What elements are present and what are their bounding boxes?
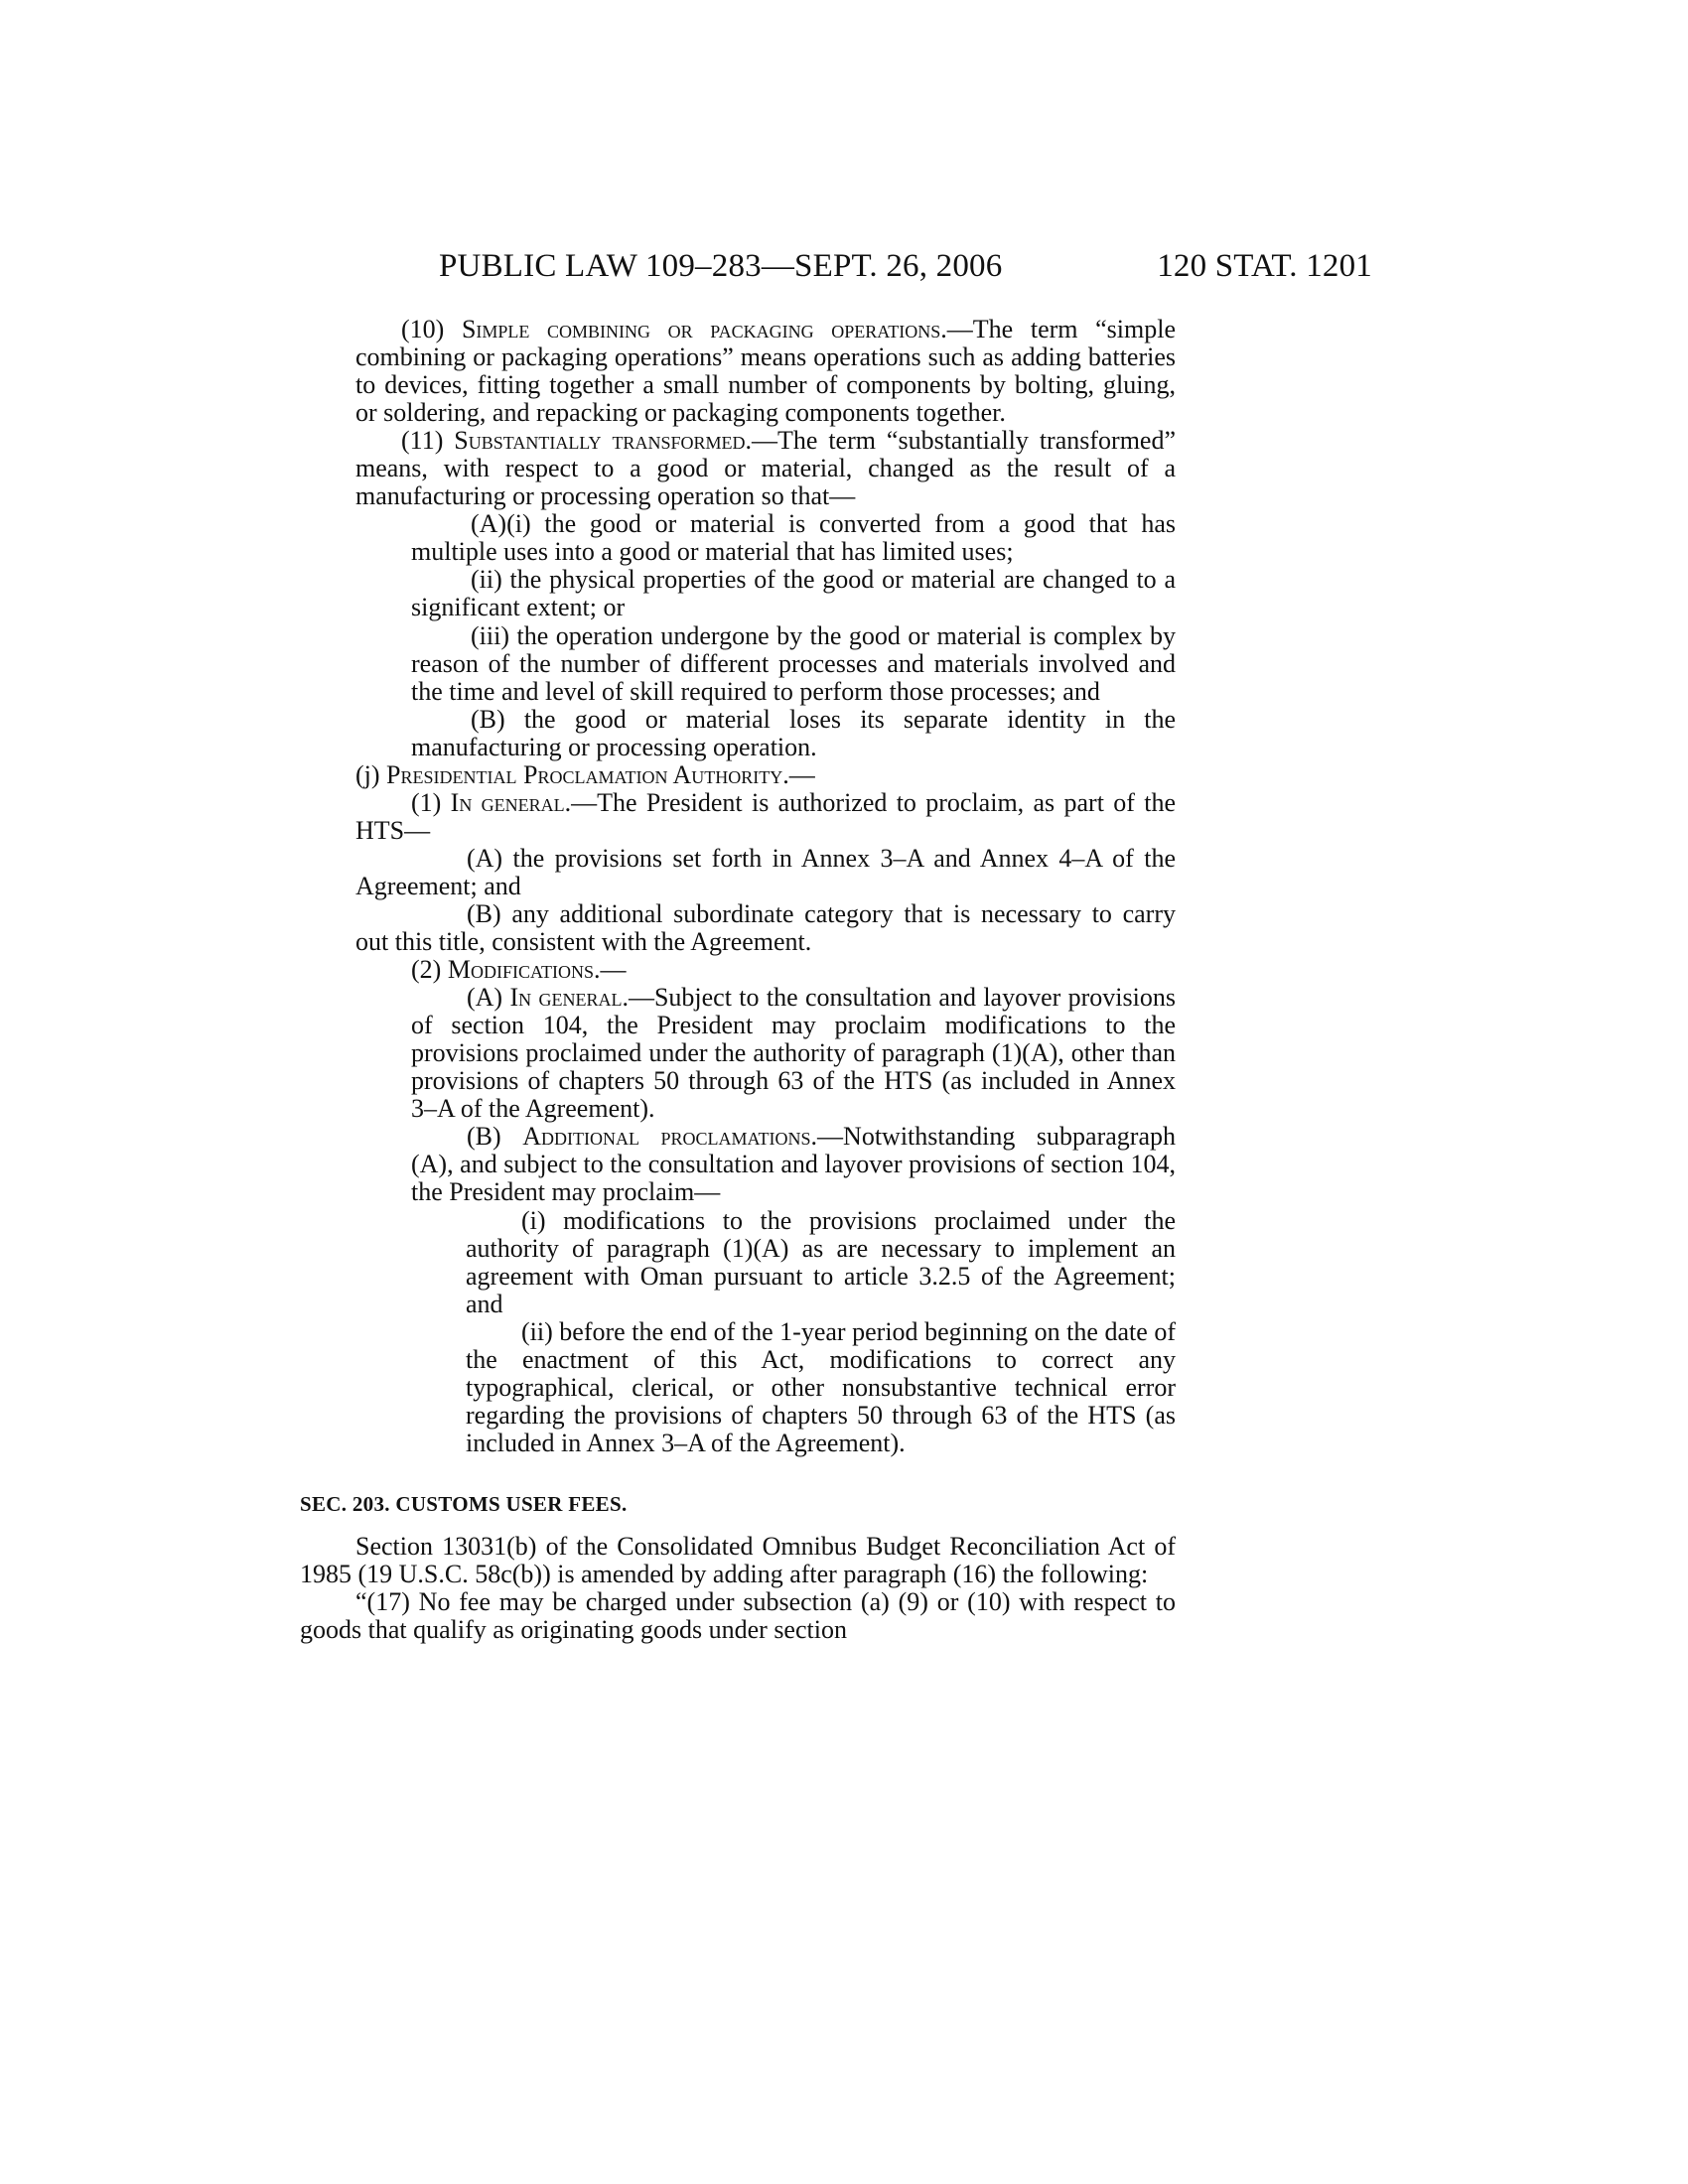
running-header <box>439 248 1372 288</box>
clause-i-modifications <box>466 1207 1176 1318</box>
paragraph-heading: Simple combining or packaging operations <box>461 315 941 343</box>
paragraph-text: .—The term “substantially transformed” means, with respect to a good or material, changed as the result of a manufacturing or processing operation so that— <box>355 426 1176 511</box>
clause-iii <box>411 622 1176 706</box>
subparagraph-text: .—Notwithstanding subparagraph (A), and subject to the consultation and layover provisions of section 104, the President may proclaim— <box>411 1122 1176 1207</box>
section-intro-paragraph: Section 13031(b) of the Consolidated Omnibus Budget Reconciliation Act of 1985 (19 U.S.C. 58c(b)) is amended by adding after paragraph (16) the following: <box>300 1531 1176 1588</box>
subsection-number: (j) <box>355 759 387 789</box>
clause-text: (iii) the operation undergone by the good or material is complex by reason of the number of different processes and materials involved and the time and level of skill required to perform those processes; and <box>411 620 1176 706</box>
clause-ii <box>411 566 1176 621</box>
subparagraph-b <box>411 706 1176 761</box>
paragraph-heading: In general <box>450 787 565 817</box>
paragraph-text: .—The term “simple combining or packaging operations” means operations such as adding batteries to devices, fitting together a small number of components by bolting, gluing, or soldering, and repacking or packaging components together. <box>355 315 1176 428</box>
clause-a-i <box>411 510 1176 566</box>
paragraph-dash: .— <box>593 955 627 985</box>
clause-text: (A) the provisions set forth in Annex 3–A and Annex 4–A of the Agreement; and <box>355 843 1176 900</box>
paragraph-2 <box>355 956 1176 984</box>
subsection-j <box>300 761 1176 789</box>
clause-text: (A)(i) the good or material is converted from a good that has multiple uses into a good or material that has limited uses; <box>411 509 1176 567</box>
subparagraph-b-proclamations <box>411 1123 1176 1206</box>
subparagraph-a <box>355 845 1176 900</box>
statute-page-number: 120 STAT. 1201 <box>1157 248 1372 284</box>
paragraph-number: (11) <box>401 426 455 456</box>
document-body <box>0 316 1688 1644</box>
clause-text: (i) modifications to the provisions proclaimed under the authority of paragraph (1)(A) as are necessary to implement an agreement with Oman pursuant to article 3.2.5 of the Agreement; and <box>466 1205 1176 1318</box>
subparagraph-a-general <box>411 984 1176 1123</box>
paragraph-heading: Substantially transformed <box>454 426 746 456</box>
subparagraph-number: (A) <box>467 983 510 1013</box>
paragraph-heading: Modifications <box>447 955 594 985</box>
clause-ii-corrections <box>466 1318 1176 1457</box>
subparagraph-number: (B) <box>467 1122 523 1152</box>
subsection-dash: .— <box>782 759 815 789</box>
paragraph-10 <box>355 316 1176 427</box>
paragraph-number: (2) <box>411 955 448 985</box>
header-title: PUBLIC LAW 109–283—SEPT. 26, 2006 <box>439 248 1003 284</box>
paragraph-11 <box>355 427 1176 510</box>
clause-text: (ii) before the end of the 1-year period beginning on the date of the enactment of this Act, modifications to correct any typographical, clerical, or other nonsubstantive technical error regarding the provisions of chapters 50 through 63 of the HTS (as included in Annex 3–A of the Agreement). <box>466 1316 1176 1457</box>
subparagraph-heading: In general <box>509 983 623 1013</box>
paragraph-1 <box>355 789 1176 845</box>
subparagraph-b-additional <box>355 900 1176 956</box>
paragraph-number: (10) <box>401 315 462 343</box>
quoted-paragraph-17: “(17) No fee may be charged under subsection (a) (9) or (10) with respect to goods that qualify as originating goods under section <box>300 1587 1176 1645</box>
clause-text: (B) any additional subordinate category that is necessary to carry out this title, consistent with the Agreement. <box>355 898 1176 957</box>
subsection-heading: Presidential Proclamation Authority <box>386 759 783 789</box>
section-heading: SEC. 203. CUSTOMS USER FEES. <box>300 1491 628 1516</box>
subparagraph-heading: Additional proclamations <box>522 1122 811 1152</box>
paragraph-text: .—The President is authorized to proclaim, as part of the HTS— <box>355 787 1176 845</box>
subparagraph-text: .—Subject to the consultation and layover provisions of section 104, the President may proclaim modifications to the provisions proclaimed under the authority of paragraph (1)(A), other than provisions of chapters 50 through 63 of the HTS (as included in Annex 3–A of the Agreement). <box>411 983 1176 1124</box>
paragraph-number: (1) <box>411 787 451 817</box>
clause-text: (B) the good or material loses its separate identity in the manufacturing or processing operation. <box>411 704 1176 761</box>
clause-text: (ii) the physical properties of the good or material are changed to a significant extent; or <box>411 565 1176 622</box>
